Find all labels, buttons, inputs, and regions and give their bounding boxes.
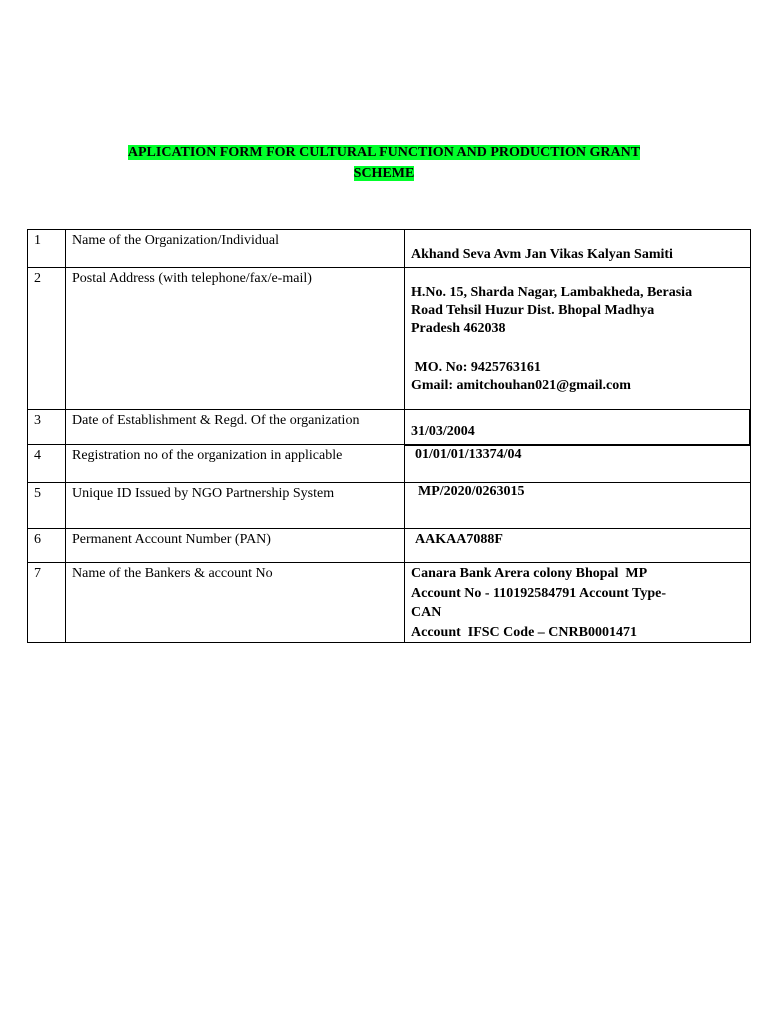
table-row (28, 268, 751, 410)
field-label: Postal Address (with telephone/fax/e-mail) (66, 268, 405, 410)
form-title-line-2: SCHEME (353, 166, 415, 181)
value-line: CAN (411, 605, 442, 620)
field-value-organization-name (405, 230, 751, 268)
value-line: AAKAA7088F (415, 532, 503, 547)
table-row (28, 410, 751, 445)
table-row (28, 529, 751, 563)
row-number: 4 (28, 445, 66, 483)
field-value-unique-id (405, 483, 751, 529)
value-line: Gmail: amitchouhan021@gmail.com (411, 378, 631, 393)
value-spacer (411, 338, 750, 359)
row-number: 1 (28, 230, 66, 268)
value-line: MP/2020/0263015 (418, 484, 525, 499)
table-row (28, 445, 751, 483)
row-number: 6 (28, 529, 66, 563)
field-value-registration-no (405, 445, 751, 483)
value-line: Account No - 110192584791 Account Type- (411, 585, 666, 601)
table-row (28, 230, 751, 268)
field-label: Name of the Bankers & account No (66, 563, 405, 643)
row-number: 2 (28, 268, 66, 410)
field-value-establishment-date (405, 410, 751, 445)
value-line: 31/03/2004 (411, 424, 475, 439)
field-value-pan (405, 529, 751, 563)
row-number: 3 (28, 410, 66, 445)
table-row (28, 483, 751, 529)
value-line: H.No. 15, Sharda Nagar, Lambakheda, Berasia (411, 285, 693, 300)
value-line: Road Tehsil Huzur Dist. Bhopal Madhya (411, 303, 655, 318)
value-line: Pradesh 462038 (411, 321, 506, 336)
value-line: Akhand Seva Avm Jan Vikas Kalyan Samiti (411, 247, 673, 262)
value-line: 01/01/01/13374/04 (415, 446, 522, 462)
field-label: Name of the Organization/Individual (66, 230, 405, 268)
field-label: Permanent Account Number (PAN) (66, 529, 405, 563)
row-number: 5 (28, 483, 66, 529)
field-value-postal-address (405, 268, 751, 410)
field-value-bankers (405, 563, 751, 643)
value-line: MO. No: 9425763161 (411, 360, 541, 375)
table-row (28, 563, 751, 643)
form-title (0, 142, 768, 184)
value-line: Account IFSC Code – CNRB0001471 (411, 624, 637, 640)
field-label: Registration no of the organization in applicable (66, 445, 405, 483)
form-title-line-1: APLICATION FORM FOR CULTURAL FUNCTION AND PRODUCTION GRANT (127, 145, 641, 160)
row-number: 7 (28, 563, 66, 643)
field-label: Date of Establishment & Regd. Of the organization (66, 410, 405, 445)
value-line: Canara Bank Arera colony Bhopal MP (411, 566, 648, 581)
field-label: Unique ID Issued by NGO Partnership System (66, 483, 405, 529)
application-form-table (27, 229, 751, 643)
